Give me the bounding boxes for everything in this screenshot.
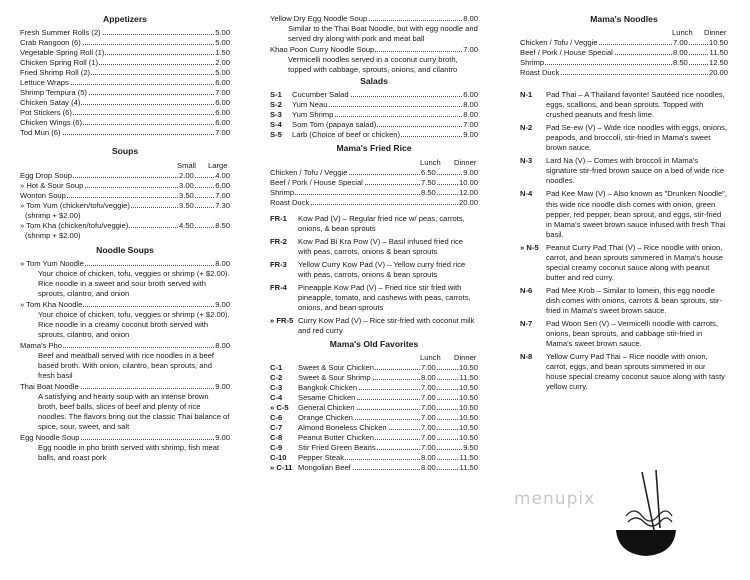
menu-item: Egg Drop Soup 2.00 4.00 [20,170,230,180]
price-row: Beef / Pork / House Special 8.00 11.50 [520,48,728,58]
menu-item: Mama's Pho 8.00 [20,341,230,351]
menu-item: FR-3 Yellow Curry Kow Pad (V) – Yellow curry fried rice with peas, carrots, onions & bean sprouts [270,259,466,279]
large-label: Large [208,160,228,170]
menu-item: C-8 Peanut Butter Chicken 7.00 10.50 [270,433,478,443]
menu-item: » C-11 Mongolian Beef 8.00 11.50 [270,463,478,473]
price-row: Beef / Pork / House Special 7.50 10.00 [270,177,478,187]
menu-item: » Hot & Sour Soup 3.00 6.00 [20,180,230,190]
menu-item: C-7 Almond Boneless Chicken 7.00 10.50 [270,423,478,433]
menu-item: N-4 Pad Kee Maw (V) – Also known as "Drunken Noodle", this wide rice noodle dish comes with onion, green pepper, red pepper, bean sprout, and eggs, stir-fried in Mama's sweet brown sauce infused with fresh Thai basil. [520,189,727,239]
soups-size-header [20,161,230,171]
menu-item: » Tom Yum Noodle 8.00 [20,259,230,269]
menu-item: C-3 Bangkok Chicken 7.00 10.50 [270,383,478,393]
menu-item: Wonton Soup 3.50 7.00 [20,190,230,200]
lunch-label: Lunch [420,353,441,363]
lunch-label: Lunch [672,28,693,38]
menupix-watermark [514,486,714,576]
menu-item: S-3 Yum Shrimp 8.00 [270,110,478,120]
menu-item: C-10 Pepper Steak 8.00 11.50 [270,453,478,463]
menu-item: FR-4 Pineapple Kow Pad (V) – Fried rice stir fried with pineapple, tomato, and cashews with peas, carrots, onions, and bean sprouts [270,282,471,312]
price-row: Roast Duck 20.00 [270,197,478,207]
lunch-label: Lunch [420,157,441,167]
salads-list [270,90,478,140]
menu-item: C-4 Sesame Chicken 7.00 10.50 [270,393,478,403]
soups-list [20,171,230,241]
menu-item: Khao Poon Curry Noodle Soup 7.00 [270,45,478,55]
menu-item-extra: (shrimp + $2.00) [25,210,81,220]
soups-title: Soups [111,146,139,157]
menu-item: » FR-5 Curry Kow Pad (V) – Rice stir-fried with coconut milk and red curry [270,315,475,335]
dinner-label: Dinner [454,353,477,363]
menu-item: N-1 Pad Thai – A Thailand favorite! Sautéed rice noodles, eggs, scallions, and bean sprouts. Topped with crushed peanuts and fresh lime. [520,90,725,120]
noodle-soups-continued [270,14,478,75]
menu-item: Vegetable Spring Roll (1) 1.50 [20,48,230,58]
noodle-soups-title: Noodle Soups [96,244,154,255]
dinner-label: Dinner [454,157,477,167]
menu-item: Chicken Spring Roll (1) 2.00 [20,58,230,68]
column-left [20,14,230,464]
old-favorites-list [270,363,478,473]
mamas-noodles-title: Mama's Noodles [590,14,658,24]
menu-item-description: Your choice of chicken, tofu, veggies or shrimp (+ $2.00). Rice noodle in a sweet and sour broth served with sprouts, cilantro, and onion [38,269,230,299]
menu-item: Egg Noodle Soup 9.00 [20,433,230,443]
mamas-noodles-list [520,90,728,391]
appetizers-list [20,28,230,138]
old-favorites-header [270,353,478,363]
menu-item: N-6 Pad Mee Krob – Similar to lomein, this egg noodle dish comes with onions, carrots & bean sprouts, stir-fried in Mama's sweet brown sauce. [520,285,722,315]
mamas-noodles-header [520,28,728,38]
menu-item: C-1 Sweet & Sour Chicken 7.00 10.50 [270,363,478,373]
menu-item-extra: (shrimp + $2.00) [25,230,81,240]
menu-item: » C-5 General Chicken 7.00 10.50 [270,403,478,413]
price-row: Chicken / Tofu / Veggie 6.50 9.00 [270,167,478,177]
price-row: Shrimp 8.50 12.50 [520,58,728,68]
menu-item-description: Your choice of chicken, tofu, veggies or shrimp (+ $2.00). Rice noodle in a creamy coconut broth served with sprouts, cilantro, and onion [38,310,230,340]
fried-rice-title: Mama's Fried Rice [336,143,412,154]
menu-item: Fried Shrimp Roll (2) 5.00 [20,68,230,78]
menu-item: Pot Stickers (6) 6.00 [20,108,230,118]
menu-item: » Tom Kha (chicken/tofu/veggie) 4.50 8.50 [20,220,230,230]
column-middle [270,14,478,473]
menu-item-description: Egg noodle in pho broth served with shrimp, fish meat balls, and roast pork [38,443,220,463]
fried-rice-prices [270,168,478,208]
menu-item: C-9 Stir Fried Green Beans 7.00 9.50 [270,443,478,453]
menu-item: » N-5 Peanut Curry Pad Thai (V) – Rice noodle with onion, carrot, and bean sprouts simmered in Mama's house special creamy coconut sauce along with peanut butter and red curry. [520,242,724,282]
dinner-label: Dinner [704,28,727,38]
fried-rice-list [270,214,478,336]
menu-item: S-5 Larb (Choice of beef or chicken) 9.00 [270,130,478,140]
noodle-bowl-icon [606,470,686,560]
old-favorites-title: Mama's Old Favorites [329,338,419,349]
menu-item: N-8 Yellow Curry Pad Thai – Rice noodle with onion, carrot, eggs, and bean sprouts simmered in our house special creamy coconut sauce along with tasty yellow curry. [520,351,725,391]
menu-item: C-6 Orange Chicken 7.00 10.50 [270,413,478,423]
menu-item: Lettuce Wraps 6.00 [20,78,230,88]
mamas-noodles-prices [520,38,728,78]
noodle-soups-list [20,259,230,463]
menu-item: Chicken Satay (4) 6.00 [20,98,230,108]
menu-item: » Tom Yum (chicken/tofu/veggie) 3.50 7.30 [20,200,230,210]
price-row: Roast Duck 20.00 [520,68,728,78]
menu-item: S-1 Cucumber Salad 6.00 [270,90,478,100]
menu-item: Thai Boat Noodle 9.00 [20,382,230,392]
small-label: Small [177,160,196,170]
menu-item: FR-1 Kow Pad (V) – Regular fried rice w/ peas, carrots, onions, & bean sprouts [270,213,465,233]
menu-item: N-7 Pad Woon Sen (V) – Vermicelli noodle with carrots, onions, bean sprouts, and cabbage stir-fried in Mama's sweet brown sauce. [520,318,719,348]
menu-item: C-2 Sweet & Sour Shrimp 8.00 11.50 [270,373,478,383]
watermark-text: menupix [514,489,596,509]
column-right [520,14,728,395]
menu-item: N-2 Pad Se-ew (V) – Wide rice noodles with eggs, onions, peapods, and broccoli, stir-fried in Mama's sweet brown sauce. [520,123,728,153]
menu-item: Tod Mun (6) 7.00 [20,128,230,138]
menu-item: » Tom Kha Noodle 9.00 [20,300,230,310]
fried-rice-header [270,158,478,168]
price-row: Chicken / Tofu / Veggie 7.00 10.50 [520,38,728,48]
menu-item-description: Beef and meatball served with rice noodles in a beef based broth. With onion, cilantro, bean sprouts, and fresh basil [38,351,215,381]
menu-item-description: A satisfying and hearty soup with an intense brown broth, beef balls, slices of beef and plenty of rice noodles. The flavors bring out the classic Thai balance of spice, sour, sweet, and salt [38,392,230,432]
menu-item: S-4 Som Tom (papaya salad) 7.00 [270,120,478,130]
menu-item: Chicken Wings (6) 6.00 [20,118,230,128]
menu-item: Yellow Dry Egg Noodle Soup 8.00 [270,14,478,23]
menu-item: FR-2 Kow Pad Bi Kra Pow (V) – Basil infused fried rice with peas, carrots, onions & bean sprouts [270,236,464,256]
menu-item-description: Similar to the Thai Boat Noodle, but with egg noodle and served dry along with pork and meat ball [288,24,478,44]
menu-item-description: Vermicelli noodles served in a coconut curry broth, topped with cabbage, sprouts, onions, and cilantro [288,55,458,75]
menu-item: Shrimp Tempura (5) 7.00 [20,88,230,98]
price-row: Shrimp 8.50 12.00 [270,187,478,197]
menu-item: N-3 Lard Na (V) – Comes with broccoli in Mama's signature stir-fried brown sauce on a bed of wide rice noodles. [520,156,725,186]
menu-item: S-2 Yum Neau 8.00 [270,100,478,110]
salads-title: Salads [360,76,388,87]
menu-item: Crab Rangoon (6) 5.00 [20,38,230,48]
menu-item: Fresh Summer Rolls (2) 5.00 [20,28,230,38]
appetizers-title: Appetizers [103,14,147,24]
